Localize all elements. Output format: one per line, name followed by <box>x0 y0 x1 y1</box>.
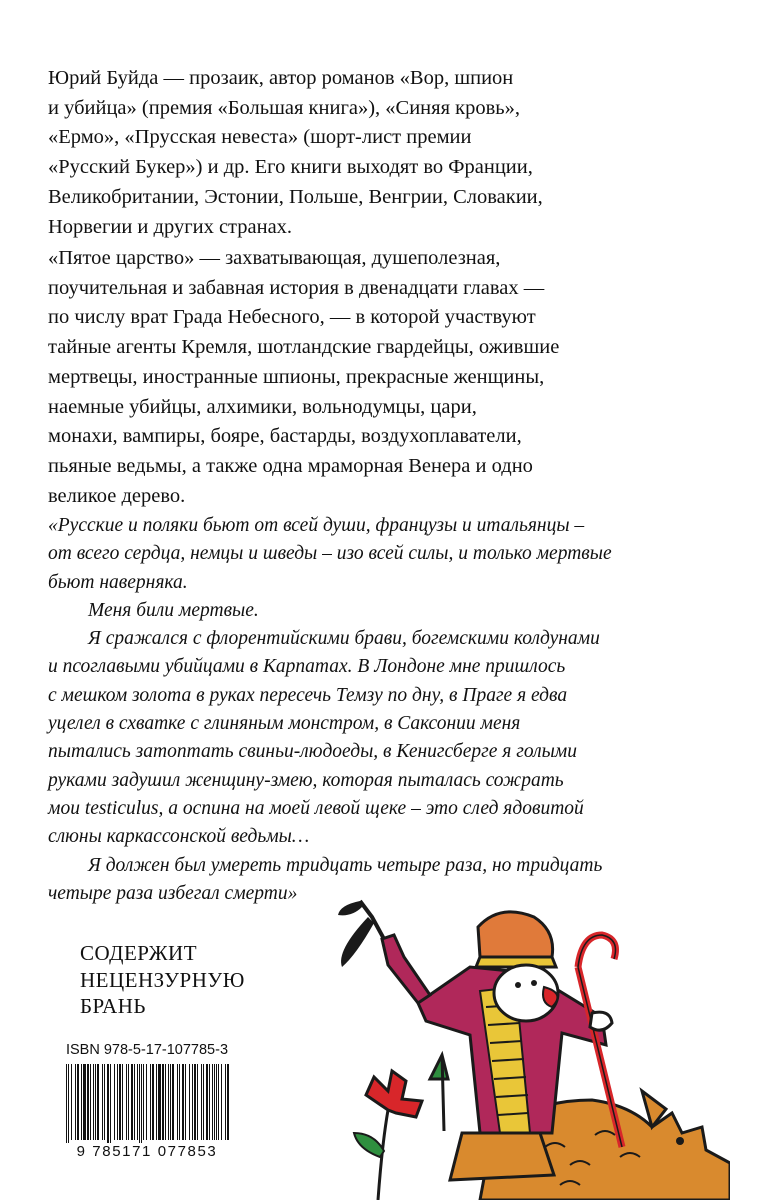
text-line: монахи, вампиры, бояре, бастарды, воздухоплаватели, <box>48 425 522 448</box>
text-line: поучительная и забавная история в двенадцати главах — <box>48 276 545 299</box>
quote-line: с мешком золота в руках пересечь Темзу по дну, в Праге я едва <box>48 684 568 706</box>
author-bio <box>48 64 728 242</box>
quote-line: руками задушил женщину-змею, которая пыталась сожрать <box>48 769 564 791</box>
quote-line: Я сражался с флорентийскими брави, богемскими колдунами <box>88 628 600 650</box>
text-line: «Пятое царство» — захватывающая, душеполезная, <box>48 247 501 269</box>
text-line: наемные убийцы, алхимики, вольнодумцы, цари, <box>48 395 477 418</box>
warning-line: НЕЦЕНЗУРНУЮ <box>80 967 245 992</box>
text-line: Юрий Буйда — прозаик, автор романов «Вор, шпион <box>48 67 514 89</box>
book-description <box>48 244 728 511</box>
book-excerpt-quote <box>48 512 738 908</box>
ean-digits: 9 785171 077853 <box>62 1143 232 1160</box>
barcode-bars <box>64 1064 230 1150</box>
quote-line: и псоглавыми убийцами в Карпатах. В Лондоне мне пришлось <box>48 656 566 678</box>
quote-line: слюны каркассонской ведьмы… <box>48 826 310 848</box>
quote-line: «Русские и поляки бьют от всей души, французы и итальянцы – <box>48 515 585 536</box>
isbn-barcode <box>62 1042 232 1164</box>
quote-line: мои testiculus, а оспина на моей левой щеке – это след ядовитой <box>48 797 584 819</box>
text-line: мертвецы, иностранные шпионы, прекрасные женщины, <box>48 365 545 388</box>
text-line: по числу врат Града Небесного, — в которой участвуют <box>48 306 536 329</box>
lubok-illustration <box>330 895 730 1200</box>
text-line: и убийца» (премия «Большая книга»), «Синяя кровь», <box>48 96 521 119</box>
flower-figure <box>354 1071 422 1200</box>
isbn-number: ISBN 978-5-17-107785-3 <box>65 1042 229 1058</box>
content-warning <box>80 940 245 1020</box>
warning-line: БРАНЬ <box>80 994 146 1018</box>
text-line: великое дерево. <box>48 484 186 507</box>
text-line: Великобритании, Эстонии, Польше, Венгрии, Словакии, <box>48 185 543 208</box>
quote-line: пытались затоптать свиньи-людоеды, в Кенигсберге я голыми <box>48 741 577 763</box>
warning-line: СОДЕРЖИТ <box>80 941 198 965</box>
text-line: Норвегии и других странах. <box>48 215 293 238</box>
text-line: тайные агенты Кремля, шотландские гвардейцы, ожившие <box>48 336 560 359</box>
quote-line: уцелел в схватке с глиняным монстром, в Саксонии меня <box>48 713 521 735</box>
text-line: пьяные ведьмы, а также одна мраморная Венера и одно <box>48 454 533 477</box>
text-line: «Ермо», «Прусская невеста» (шорт-лист премии <box>48 126 472 149</box>
quote-line: четыре раза избегал смерти» <box>48 882 298 904</box>
rider-whip <box>338 901 430 1003</box>
quote-line: Я должен был умереть тридцать четыре раза, но тридцать <box>88 854 603 876</box>
text-line: «Русский Букер») и др. Его книги выходят во Франции, <box>48 156 533 179</box>
quote-line: бьют наверняка. <box>48 571 188 593</box>
quote-line: Меня били мертвые. <box>88 599 259 621</box>
quote-line: от всего сердца, немцы и шведы – изо всей силы, и только мертвые <box>48 543 612 565</box>
